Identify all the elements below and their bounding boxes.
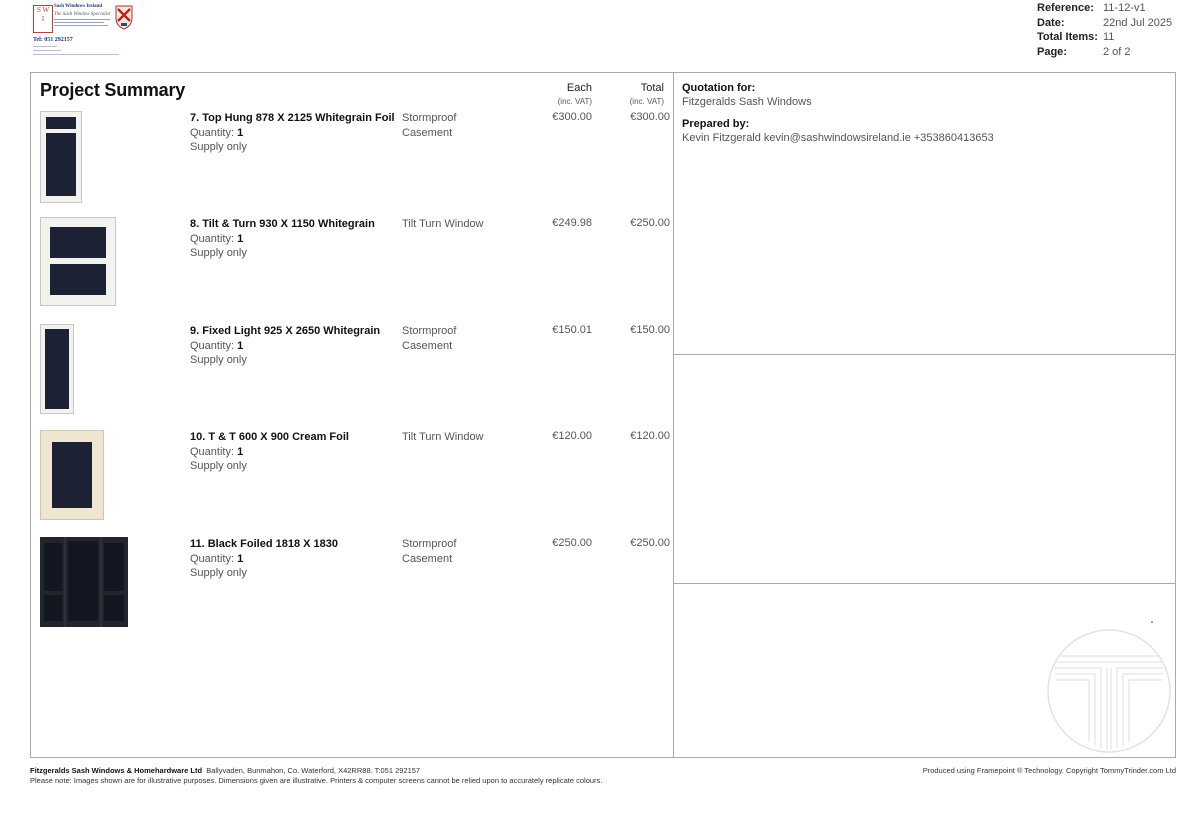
panel-divider	[674, 354, 1176, 355]
item-type	[402, 217, 492, 232]
item-each-price: €300.00	[552, 111, 592, 123]
item-type-line: Tilt Turn Window	[402, 431, 484, 443]
reference-value: 11-12-v1	[1103, 2, 1146, 14]
item-type-line: Stormproof	[402, 538, 457, 550]
quantity-label: Quantity:	[190, 552, 235, 565]
logo-text-line	[54, 22, 104, 23]
line-item	[40, 217, 672, 307]
date-value: 22nd Jul 2025	[1103, 16, 1173, 29]
item-type-line: Stormproof	[402, 112, 457, 124]
item-each-price: €250.00	[552, 537, 592, 549]
logo-text-line	[33, 46, 57, 47]
crest-icon	[114, 4, 134, 30]
item-supply: Supply only	[190, 460, 247, 472]
logo-text-line	[54, 19, 110, 20]
logo-initials-top: S W	[36, 6, 50, 14]
item-description	[190, 324, 400, 368]
logo-text-line	[33, 50, 61, 51]
line-item	[40, 430, 672, 520]
logo-text-line	[54, 25, 108, 26]
item-type-line: Casement	[402, 339, 453, 352]
item-type	[402, 537, 492, 566]
item-type	[402, 111, 492, 140]
item-quantity	[190, 552, 400, 567]
line-item	[40, 537, 672, 627]
footer-address: Ballyvaden, Bunmahon, Co. Waterford, X42RR88. T:051 292157	[206, 766, 421, 775]
item-total-price: €250.00	[630, 537, 670, 549]
item-type-line: Stormproof	[402, 325, 457, 337]
logo-text-line	[33, 54, 119, 55]
item-quantity	[190, 445, 400, 460]
footer-company: Fitzgeralds Sash Windows & Homehardware Ltd	[30, 766, 203, 775]
item-description	[190, 217, 400, 261]
framepoint-watermark-icon	[1046, 628, 1172, 754]
line-item	[40, 324, 672, 414]
logo-tagline: The Sash Window Specialist	[54, 12, 111, 17]
item-name: 11. Black Foiled 1818 X 1830	[190, 538, 338, 550]
each-header-label: Each	[566, 82, 592, 94]
black-foiled-window-thumbnail	[40, 537, 128, 627]
each-header-sub: (inc. VAT)	[557, 97, 592, 106]
item-description	[190, 537, 400, 581]
item-supply: Supply only	[190, 354, 247, 366]
item-type-line: Casement	[402, 552, 453, 565]
quantity-value: 1	[237, 445, 244, 458]
quantity-value: 1	[237, 126, 244, 139]
prepared-by-value: Kevin Fitzgerald kevin@sashwindowsireland.ie +353860413653	[682, 132, 994, 144]
quotation-for-label: Quotation for:	[682, 82, 756, 94]
produced-by-credit: Produced using Framepoint ® Technology. Copyright TommyTrinder.com Ltd	[922, 766, 1176, 775]
quantity-value: 1	[237, 552, 244, 565]
line-item	[40, 111, 672, 203]
mark-dot	[1151, 621, 1153, 623]
top-hung-window-thumbnail	[40, 111, 82, 203]
total-header-label: Total	[640, 82, 664, 94]
item-quantity	[190, 339, 400, 354]
item-description	[190, 430, 400, 474]
item-type-line: Tilt Turn Window	[402, 218, 484, 230]
item-total-price: €150.00	[630, 324, 670, 336]
fixed-light-window-thumbnail	[40, 324, 74, 414]
document-meta	[1037, 1, 1172, 59]
quantity-label: Quantity:	[190, 126, 235, 139]
logo-monogram	[33, 5, 53, 33]
logo-telephone: Tel: 051 292157	[33, 37, 73, 43]
item-description	[190, 111, 400, 155]
quantity-label: Quantity:	[190, 445, 235, 458]
panel-divider	[674, 583, 1176, 584]
each-column-header	[530, 82, 592, 108]
quantity-label: Quantity:	[190, 339, 235, 352]
item-each-price: €120.00	[552, 430, 592, 442]
page-value: 2 of 2	[1103, 45, 1131, 58]
item-name: 7. Top Hung 878 X 2125 Whitegrain Foil	[190, 112, 395, 124]
item-type	[402, 430, 492, 445]
item-quantity	[190, 126, 400, 141]
reference-label: Reference:	[1037, 2, 1094, 14]
quotation-for-value: Fitzgeralds Sash Windows	[682, 96, 812, 108]
date-label: Date:	[1037, 16, 1065, 29]
item-supply: Supply only	[190, 567, 247, 579]
total-column-header	[600, 82, 664, 108]
quantity-label: Quantity:	[190, 232, 235, 245]
total-items-label: Total Items:	[1037, 31, 1098, 44]
quotation-details	[682, 81, 994, 145]
quantity-value: 1	[237, 232, 244, 245]
prepared-by-label: Prepared by:	[682, 118, 750, 130]
panel-divider	[673, 72, 674, 758]
quantity-value: 1	[237, 339, 244, 352]
tilt-turn-window-thumbnail	[40, 217, 116, 306]
page-label: Page:	[1037, 45, 1067, 58]
footer-note: Please note: Images shown are for illustrative purposes. Dimensions given are illustrative. Printers & computer screens cannot be relied upon to accurately replicate colours.	[30, 776, 603, 785]
item-total-price: €300.00	[630, 111, 670, 123]
company-logo	[30, 2, 140, 60]
item-total-price: €120.00	[630, 430, 670, 442]
cream-tilt-turn-window-thumbnail	[40, 430, 104, 520]
logo-company-name: Sash Windows Ireland	[54, 4, 103, 9]
total-items-value: 11	[1103, 31, 1115, 44]
item-name: 8. Tilt & Turn 930 X 1150 Whitegrain	[190, 218, 375, 230]
item-each-price: €249.98	[552, 217, 592, 229]
item-name: 10. T & T 600 X 900 Cream Foil	[190, 431, 349, 443]
item-type	[402, 324, 492, 353]
item-supply: Supply only	[190, 141, 247, 153]
logo-initials-bottom: I	[41, 15, 45, 23]
item-each-price: €150.01	[552, 324, 592, 336]
footer-address-line	[30, 766, 602, 776]
page-title: Project Summary	[40, 80, 186, 100]
item-supply: Supply only	[190, 247, 247, 259]
item-name: 9. Fixed Light 925 X 2650 Whitegrain	[190, 325, 381, 337]
footer	[30, 766, 602, 786]
item-type-line: Casement	[402, 126, 453, 139]
total-header-sub: (inc. VAT)	[629, 97, 664, 106]
item-quantity	[190, 232, 400, 247]
item-total-price: €250.00	[630, 217, 670, 229]
